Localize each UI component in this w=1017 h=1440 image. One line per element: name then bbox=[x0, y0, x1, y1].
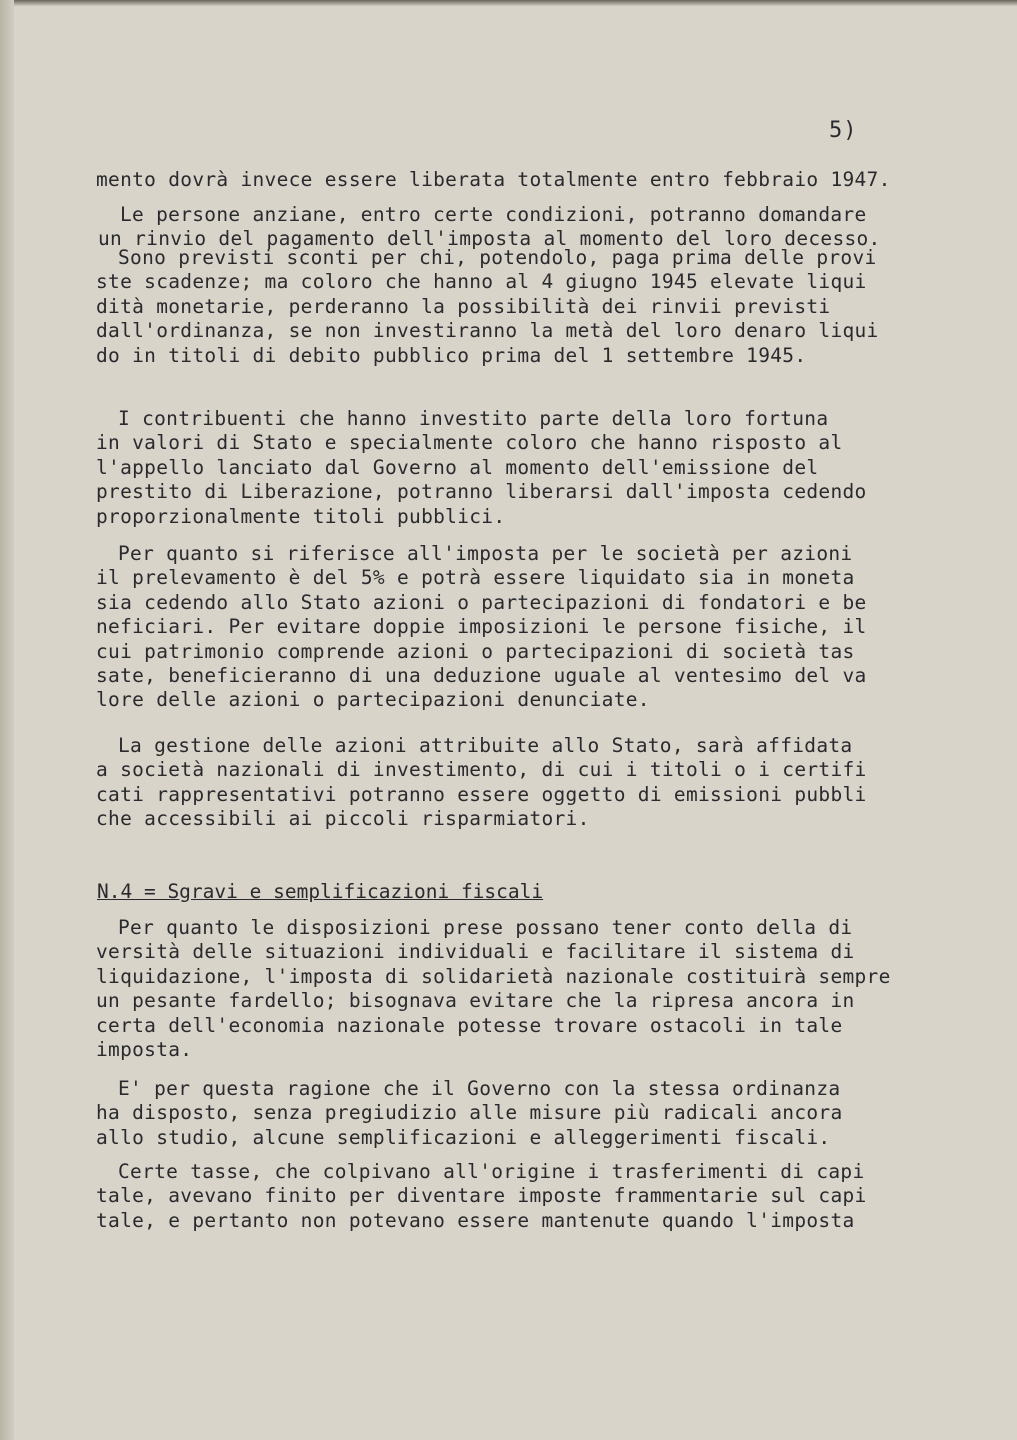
text-line: in valori di Stato e specialmente coloro che hanno risposto al bbox=[96, 431, 843, 455]
text-line: proporzionalmente titoli pubblici. bbox=[96, 504, 506, 528]
text-line: l'appello lanciato dal Governo al momento dell'emissione del bbox=[96, 455, 819, 479]
text-line: sia cedendo allo Stato azioni o partecipazioni di fondatori e be bbox=[96, 590, 867, 614]
text-line: Per quanto le disposizioni prese possano tener conto della di bbox=[118, 916, 853, 939]
text-line: che accessibili ai piccoli risparmiatori. bbox=[96, 807, 590, 831]
text-line: E' per questa ragione che il Governo con la stessa ordinanza bbox=[118, 1077, 841, 1100]
paragraph-continuation bbox=[96, 168, 936, 192]
text-line: do in titoli di debito pubblico prima del 1 settembre 1945. bbox=[96, 343, 807, 367]
text-line: imposta. bbox=[96, 1037, 193, 1061]
text-line: allo studio, alcune semplificazioni e alleggerimenti fiscali. bbox=[96, 1125, 831, 1149]
text-line: neficiari. Per evitare doppie imposizioni le persone fisiche, il bbox=[96, 615, 867, 639]
text-line: ha disposto, senza pregiudizio alle misure più radicali ancora bbox=[96, 1101, 843, 1125]
paragraph-companies bbox=[96, 542, 958, 713]
text-line: ste scadenze; ma coloro che hanno al 4 giugno 1945 elevate liqui bbox=[96, 270, 867, 294]
text-line: cui patrimonio comprende azioni o partecipazioni di società tas bbox=[96, 639, 855, 663]
paragraph-government-reason bbox=[96, 1077, 958, 1150]
text-line: cati rappresentativi potranno essere oggetto di emissioni pubbli bbox=[96, 782, 867, 806]
text-line: a società nazionali di investimento, di cui i titoli o i certifi bbox=[96, 758, 867, 782]
paragraph-solidarity-tax bbox=[96, 916, 958, 1062]
page-top-shadow bbox=[0, 0, 1017, 6]
text-line: liquidazione, l'imposta di solidarietà nazionale costituirà sempre bbox=[96, 964, 891, 988]
page-left-edge bbox=[0, 0, 14, 1440]
text-line: prestito di Liberazione, potranno liberarsi dall'imposta cedendo bbox=[96, 480, 867, 504]
page-number: 5) bbox=[829, 118, 858, 143]
section-heading: N.4 = Sgravi e semplificazioni fiscali bbox=[97, 880, 544, 903]
text-line: Per quanto si riferisce all'imposta per le società per azioni bbox=[118, 542, 853, 565]
text-line: certa dell'economia nazionale potesse trovare ostacoli in tale bbox=[96, 1013, 843, 1037]
text-line: un pesante fardello; bisognava evitare che la ripresa ancora in bbox=[96, 989, 855, 1013]
text-line: il prelevamento è del 5% e potrà essere liquidato sia in moneta bbox=[96, 566, 855, 590]
text-line: versità delle situazioni individuali e facilitare il sistema di bbox=[96, 940, 855, 964]
text-line: dità monetarie, perderanno la possibilità dei rinvii previsti bbox=[96, 294, 831, 318]
paragraph-capital-taxes bbox=[96, 1160, 958, 1233]
text-line: sate, beneficieranno di una deduzione uguale al ventesimo del va bbox=[96, 663, 867, 687]
text-line: tale, avevano finito per diventare imposte frammentarie sul capi bbox=[96, 1184, 867, 1208]
text-line: Le persone anziane, entro certe condizioni, potranno domandare bbox=[120, 203, 867, 226]
text-line: lore delle azioni o partecipazioni denunciate. bbox=[96, 688, 650, 712]
text-line: tale, e pertanto non potevano essere mantenute quando l'imposta bbox=[96, 1208, 855, 1232]
text-line: Certe tasse, che colpivano all'origine i trasferimenti di capi bbox=[118, 1160, 865, 1183]
paragraph-discounts bbox=[96, 246, 958, 368]
text-line: un rinvio del pagamento dell'imposta al momento del loro decesso. bbox=[98, 227, 881, 251]
text-line: La gestione delle azioni attribuite allo Stato, sarà affidata bbox=[118, 734, 853, 757]
paragraph-contributors bbox=[96, 407, 958, 529]
text-line: dall'ordinanza, se non investiranno la metà del loro denaro liqui bbox=[96, 319, 879, 343]
text-line: I contribuenti che hanno investito parte della loro fortuna bbox=[118, 407, 829, 430]
text-line: Sono previsti sconti per chi, potendolo, paga prima delle provi bbox=[118, 246, 877, 269]
paragraph-state-shares bbox=[96, 734, 958, 832]
text-line: mento dovrà invece essere liberata totalmente entro febbraio 1947. bbox=[96, 168, 891, 191]
paragraph-elderly-deferral bbox=[98, 203, 960, 252]
